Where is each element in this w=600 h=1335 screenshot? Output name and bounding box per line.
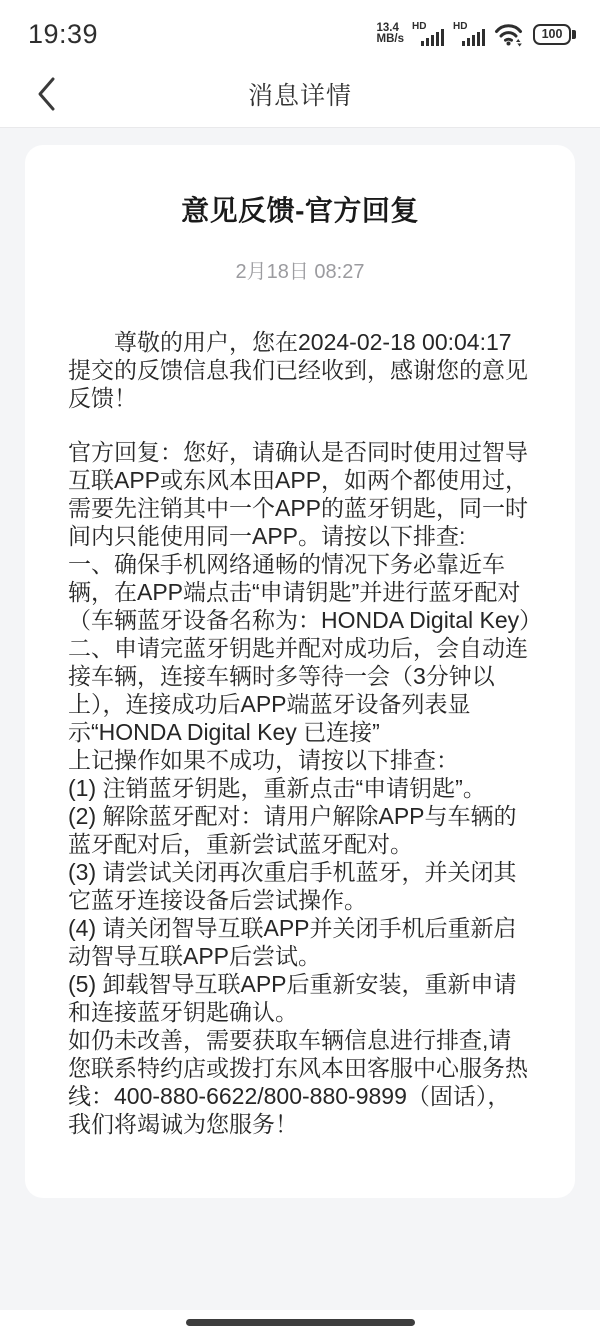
message-paragraph: (2) 解除蓝牙配对：请用户解除APP与车辆的蓝牙配对后，重新尝试蓝牙配对。 (68, 803, 517, 857)
navigation-header (0, 60, 600, 128)
wifi-icon (494, 22, 523, 47)
message-title: 意见反馈-官方回复 (181, 195, 419, 226)
home-indicator[interactable] (186, 1319, 415, 1326)
message-paragraph: 官方回复：您好，请确认是否同时使用过智导互联APP或东风本田APP，如两个都使用过，需要先注销其中一个APP的蓝牙钥匙，同一时间内只能使用同一APP。请按以下排查: (68, 439, 529, 549)
status-icons (377, 21, 576, 48)
back-button[interactable] (30, 72, 63, 116)
message-paragraph: (1) 注销蓝牙钥匙，重新点击“申请钥匙”。 (68, 775, 486, 801)
status-bar (0, 0, 600, 60)
status-time: 19:39 (28, 18, 99, 49)
sim1-signal-icon (412, 21, 445, 48)
battery-nub (572, 30, 576, 39)
message-paragraph: (4) 请关闭智导互联APP并关闭手机后重新启动智导互联APP后尝试。 (68, 915, 517, 969)
battery-icon (533, 24, 576, 45)
message-paragraph: 二、申请完蓝牙钥匙并配对成功后，会自动连接车辆，连接车辆时多等待一会（3分钟以上），连接成功后APP端蓝牙设备列表显示“HONDA Digital Key 已连接” (68, 635, 528, 745)
signal-bars-icon (462, 29, 486, 46)
message-greeting: 尊敬的用户，您在2024-02-18 00:04:17提交的反馈信息我们已经收到，感谢您的意见反馈！ (68, 329, 528, 411)
sim1-hd-badge: HD (412, 20, 427, 32)
network-speed (377, 23, 404, 45)
top-bars (0, 0, 600, 128)
message-body (68, 328, 543, 1138)
sim2-signal-icon (453, 21, 486, 48)
message-paragraph: (3) 请尝试关闭再次重启手机蓝牙，并关闭其它蓝牙连接设备后尝试操作。 (68, 859, 517, 913)
network-speed-unit: MB/s (376, 33, 404, 45)
message-card (25, 145, 575, 1198)
signal-bars-icon (421, 29, 445, 46)
chevron-left-icon (34, 76, 59, 112)
message-paragraph: (5) 卸载智导互联APP后重新安装，重新申请和连接蓝牙钥匙确认。 (68, 971, 517, 1025)
gesture-bar-area (0, 1310, 600, 1335)
sim2-hd-badge: HD (453, 20, 468, 32)
message-paragraph: 如仍未改善，需要获取车辆信息进行排查,请您联系特约店或拨打东风本田客服中心服务热线：400-880-6622/800-880-9899（固话），我们将竭诚为您服务！ (68, 1027, 528, 1137)
message-date: 2月18日 08:27 (235, 261, 365, 283)
battery-percent: 100 (533, 24, 571, 45)
page-title: 消息详情 (247, 81, 352, 110)
message-paragraph: 上记操作如果不成功，请按以下排查： (68, 747, 459, 773)
message-paragraph: 一、确保手机网络通畅的情况下务必靠近车辆，在APP端点击“申请钥匙”并进行蓝牙配对（车辆蓝牙设备名称为：HONDA Digital Key） (68, 551, 543, 633)
network-speed-value: 13.4 (376, 22, 399, 34)
